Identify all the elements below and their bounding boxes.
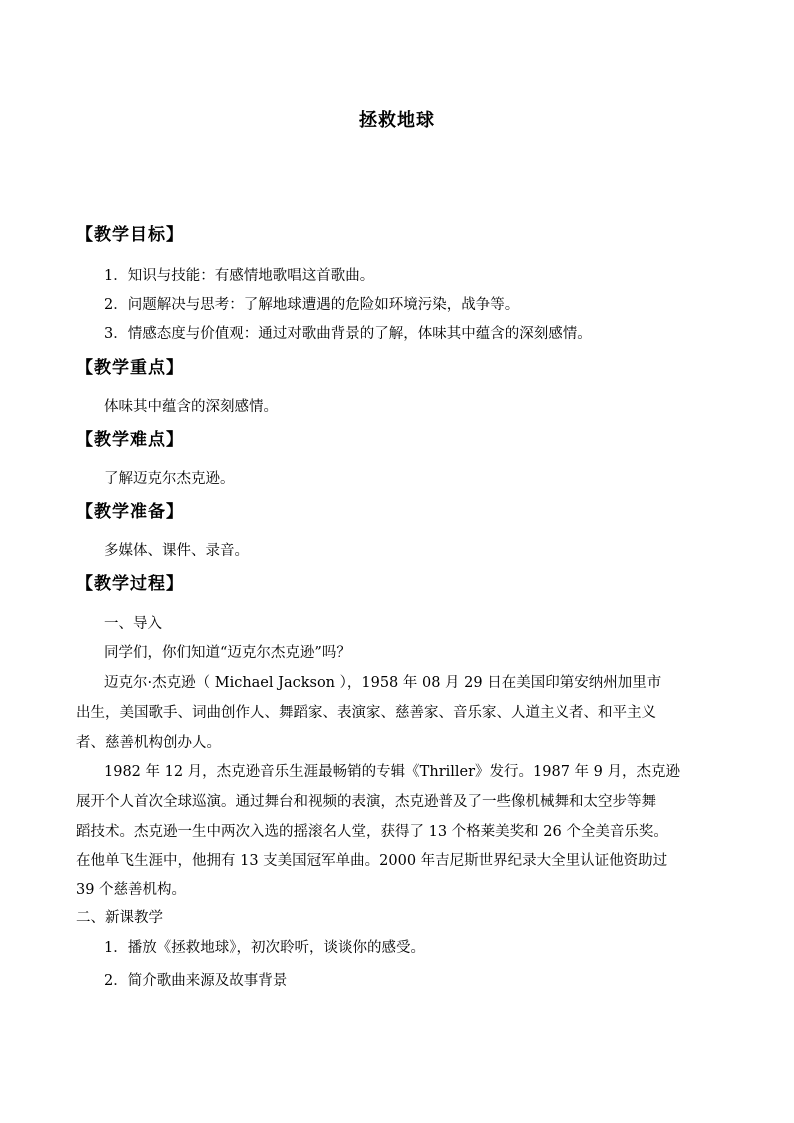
para1-line-2: 出生，美国歌手、词曲创作人、舞蹈家、表演家、慈善家、音乐家、人道主义者、和平主义 [76, 705, 656, 721]
para2-line-2: 展开个人首次全球巡演。通过舞台和视频的表演，杰克逊普及了一些像机械舞和太空步等舞 [76, 794, 656, 810]
intro-label: 一、导入 [104, 616, 162, 632]
document-title: 拯救地球 [359, 110, 435, 131]
preparation-text: 多媒体、课件、录音。 [104, 543, 249, 559]
para2-line-4: 在他单飞生涯中，他拥有 13 支美国冠军单曲。2000 年吉尼斯世界纪录大全里认证他资助过 [76, 853, 668, 869]
difficulties-text: 了解迈克尔杰克逊。 [104, 471, 235, 487]
objective-item-1: 1．知识与技能：有感情地歌唱这首歌曲。 [104, 268, 375, 284]
para2-line-5: 39 个慈善机构。 [76, 882, 187, 898]
heading-key-points: 【教学重点】 [76, 358, 184, 378]
heading-difficulties: 【教学难点】 [76, 430, 184, 450]
objective-item-2: 2．问题解决与思考：了解地球遭遇的危险如环境污染，战争等。 [104, 297, 520, 313]
para2-line-3: 蹈技术。杰克逊一生中两次入选的摇滚名人堂，获得了 13 个格莱美奖和 26 个全美音乐奖。 [76, 824, 668, 840]
para2-line-1: 1982 年 12 月，杰克逊音乐生涯最畅销的专辑《Thriller》发行。1987 年 9 月，杰克逊 [104, 764, 680, 780]
new-lesson-item-2: 2．简介歌曲来源及故事背景 [104, 973, 288, 989]
new-lesson-label: 二、新课教学 [76, 910, 163, 926]
intro-question: 同学们，你们知道“迈克尔杰克逊”吗？ [104, 645, 351, 661]
heading-process: 【教学过程】 [76, 574, 184, 594]
new-lesson-item-1: 1．播放《拯救地球》，初次聆听，谈谈你的感受。 [104, 940, 425, 956]
objective-item-3: 3．情感态度与价值观：通过对歌曲背景的了解，体味其中蕴含的深刻感情。 [104, 326, 592, 342]
heading-preparation: 【教学准备】 [76, 502, 184, 522]
para1-line-1: 迈克尔·杰克逊（ Michael Jackson ），1958 年 08 月 29 日在美国印第安纳州加里市 [104, 675, 662, 691]
para1-line-3: 者、慈善机构创办人。 [76, 735, 221, 751]
heading-objectives: 【教学目标】 [76, 225, 184, 245]
key-points-text: 体味其中蕴含的深刻感情。 [104, 399, 278, 415]
